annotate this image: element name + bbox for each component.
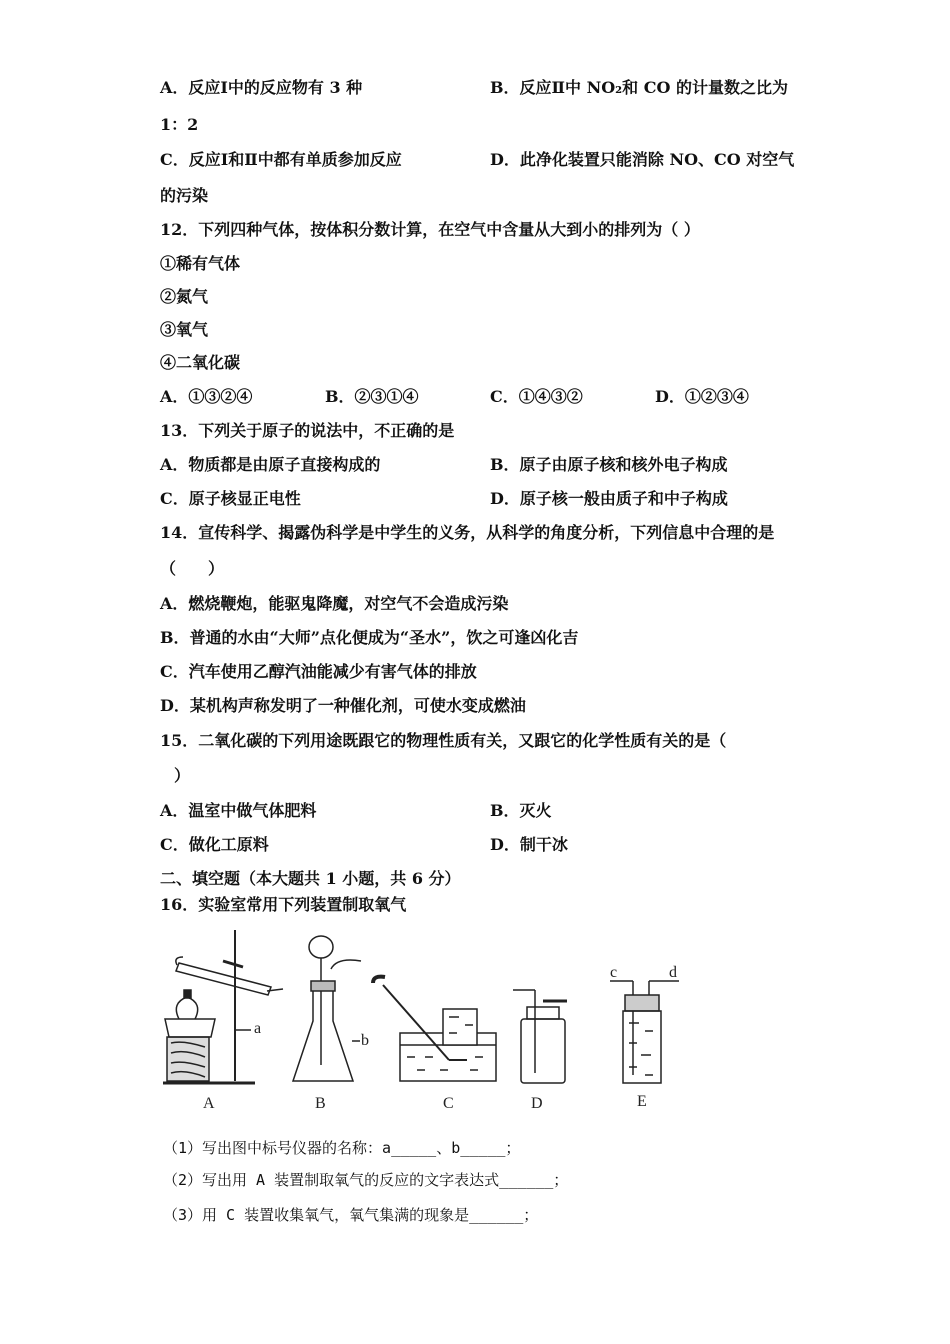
q12-option-a: A．①③②④ [160, 387, 253, 406]
q11-option-b-cont: 1：2 [160, 115, 199, 134]
q12-option-d: D．①②③④ [655, 387, 749, 406]
figure-label-b-marker: b [361, 1032, 369, 1049]
q12-item-3: ③氧气 [160, 320, 209, 339]
q15-stem-cont: ） [174, 766, 191, 785]
q12-option-c: C．①④③② [490, 387, 583, 406]
q13-option-d: D．原子核一般由质子和中子构成 [490, 489, 728, 508]
apparatus-figure [155, 925, 695, 1120]
q15-option-b: B．灭火 [490, 801, 552, 820]
apparatus-b [293, 936, 361, 1081]
q14-option-d: D．某机构声称发明了一种催化剂，可使水变成燃油 [160, 696, 526, 715]
apparatus-c [373, 977, 496, 1081]
figure-label-b-apparatus: B [315, 1095, 326, 1112]
q13-option-a: A．物质都是由原子直接构成的 [160, 455, 381, 474]
figure-label-c-tube: c [610, 964, 618, 981]
q11-option-b: B．反应Ⅱ中 NO₂和 CO 的计量数之比为 [490, 78, 788, 97]
q14-stem: 14．宣传科学、揭露伪科学是中学生的义务，从科学的角度分析，下列信息中合理的是 [160, 523, 775, 542]
q15-option-a: A．温室中做气体肥料 [160, 801, 317, 820]
q16-stem: 16．实验室常用下列装置制取氧气 [160, 895, 407, 914]
figure-label-d-apparatus: D [531, 1095, 543, 1112]
q13-option-b: B．原子由原子核和核外电子构成 [490, 455, 728, 474]
figure-label-a-marker: a [254, 1020, 262, 1037]
q15-stem: 15．二氧化碳的下列用途既跟它的物理性质有关，又跟它的化学性质有关的是（ [160, 731, 727, 750]
q16-sub3: （3）用 C 装置收集氧气，氧气集满的现象是______； [163, 1206, 539, 1224]
q12-item-2: ②氮气 [160, 287, 209, 306]
apparatus-d [513, 990, 567, 1083]
figure-label-c-apparatus: C [443, 1095, 454, 1112]
q12-item-4: ④二氧化碳 [160, 353, 241, 372]
q11-option-d-cont: 的污染 [160, 186, 209, 205]
q14-option-a: A．燃烧鞭炮，能驱鬼降魔，对空气不会造成污染 [160, 594, 509, 613]
q13-option-c: C．原子核显正电性 [160, 489, 301, 508]
q13-stem: 13．下列关于原子的说法中，不正确的是 [160, 421, 455, 440]
q12-item-1: ①稀有气体 [160, 254, 241, 273]
q15-option-c: C．做化工原料 [160, 835, 269, 854]
figure-label-e-apparatus: E [637, 1093, 647, 1110]
q14-paren: （ ） [160, 559, 225, 578]
q14-option-c: C．汽车使用乙醇汽油能减少有害气体的排放 [160, 662, 477, 681]
q11-option-d: D．此净化装置只能消除 NO、CO 对空气 [490, 150, 795, 169]
figure-label-a-apparatus: A [203, 1095, 215, 1112]
apparatus-a [163, 930, 283, 1083]
figure-label-d-tube: d [669, 964, 677, 981]
q11-option-c: C．反应Ⅰ和Ⅱ中都有单质参加反应 [160, 150, 402, 169]
q12-stem: 12．下列四种气体，按体积分数计算，在空气中含量从大到小的排列为（ ） [160, 220, 700, 239]
q12-option-b: B．②③①④ [325, 387, 419, 406]
q14-option-b: B．普通的水由“大师”点化便成为“圣水”，饮之可逢凶化吉 [160, 628, 579, 647]
q16-sub1: （1）写出图中标号仪器的名称：a_____、b_____； [163, 1139, 521, 1157]
section-2-heading: 二、填空题（本大题共 1 小题，共 6 分） [160, 869, 461, 888]
q15-option-d: D．制干冰 [490, 835, 568, 854]
apparatus-e [610, 981, 679, 1083]
q11-option-a: A．反应Ⅰ中的反应物有 3 种 [160, 78, 363, 97]
q16-sub2: （2）写出用 A 装置制取氧气的反应的文字表达式______； [163, 1171, 569, 1189]
